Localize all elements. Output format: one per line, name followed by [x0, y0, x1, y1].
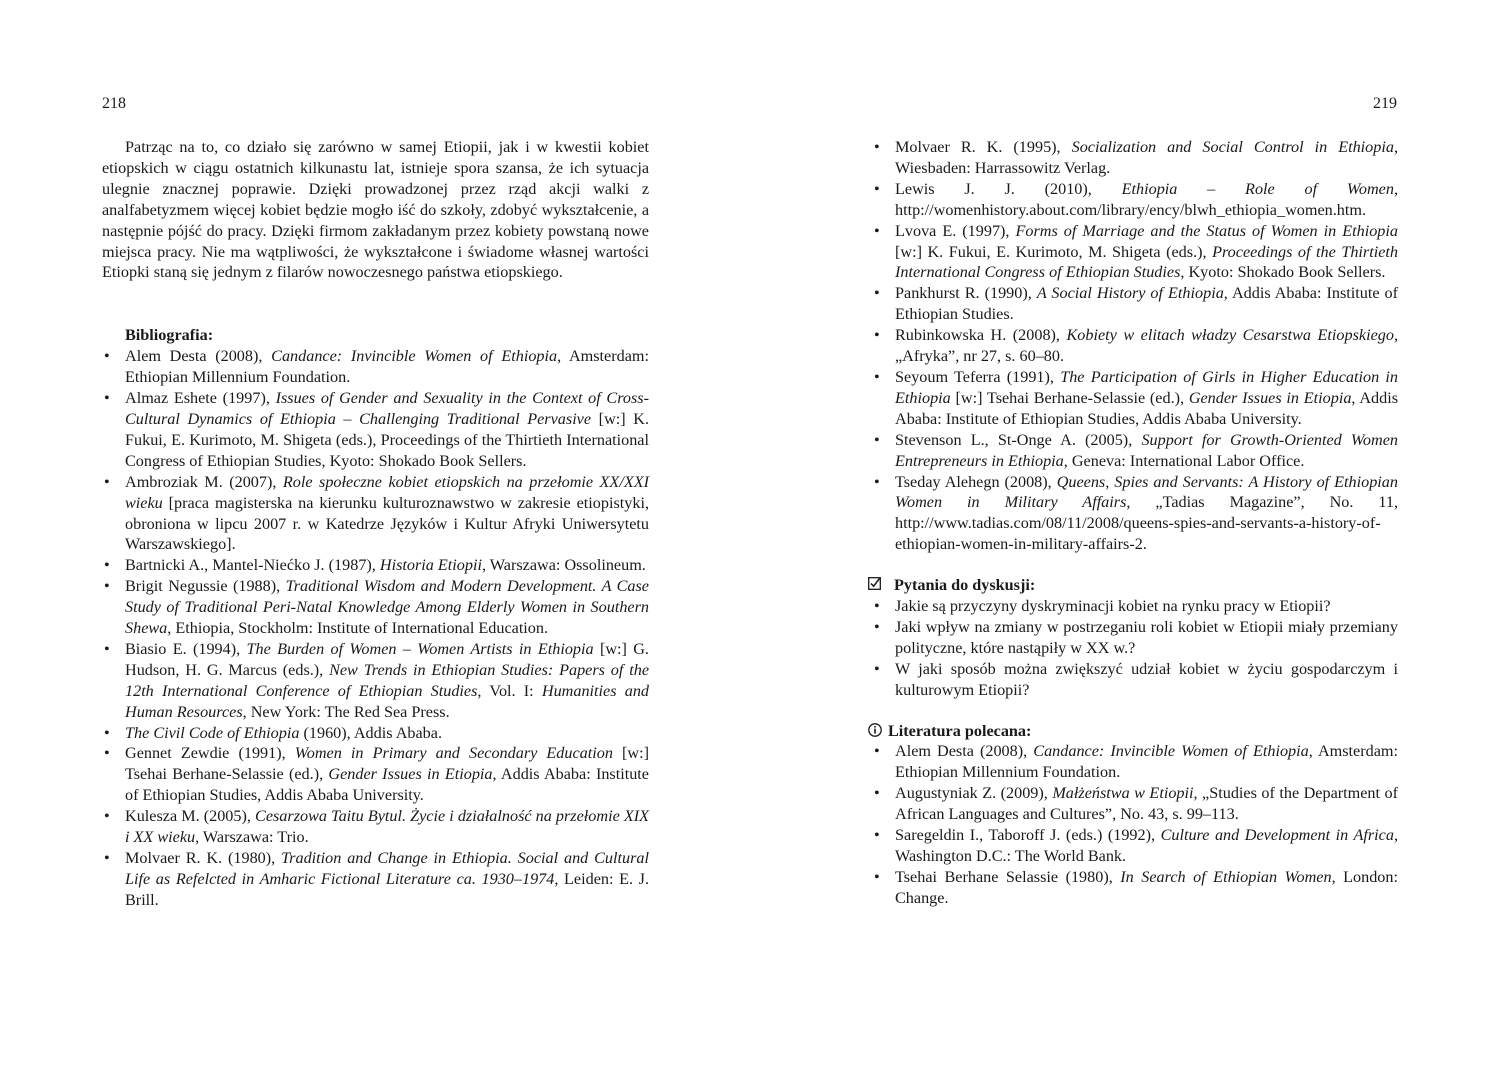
questions-list	[868, 596, 1398, 701]
entry-text: Jakie są przyczyny dyskryminacji kobiet na rynku pracy w Etiopii?	[895, 597, 1331, 616]
list-item	[868, 617, 1398, 659]
closing-paragraph: Patrząc na to, co działo się zarówno w samej Etiopii, jak i w kwestii kobiet etiopskich w ciągu ostatnich kilkunastu lat, istnieje spora szansa, że ich sytuacja ulegnie znacznej poprawie. Dzięki prowadzonej przez rząd akcji walki z analfabetyzmem więcej kobiet będzie mogło iść do szkoły, zdobyć wykształcenie, a następnie pójść do pracy. Dzięki firmom zakładanym przez kobiety powstaną nowe miejsca pracy. Nie ma wątpliwości, że wykształcone i świadome własnej wartości Etiopki staną się jednym z filarów nowoczesnego państwa etiopskiego.	[102, 138, 649, 282]
list-item	[102, 555, 649, 576]
entry-text: , Leiden: E. J. Brill.	[125, 869, 649, 909]
entry-text: Lvova E. (1997),	[895, 221, 1016, 240]
title-text: Culture and Development in Africa	[1160, 826, 1394, 845]
entry-text: , http://womenhistory.about.com/library/ency/blwh_ethiopia_women.htm.	[895, 179, 1398, 219]
entry-text: Molvaer R. K. (1995),	[895, 138, 1072, 156]
entry-text: , New York: The Red Sea Press.	[242, 702, 450, 721]
list-item	[102, 346, 649, 388]
title-text: Małżeństwa w Etiopii	[1052, 784, 1194, 803]
list-item	[102, 848, 649, 911]
bullet-icon: •	[874, 742, 880, 761]
list-item	[868, 741, 1398, 783]
questions-heading	[868, 575, 1398, 596]
list-item	[868, 430, 1398, 472]
title-text: Socialization and Social Control in Ethiopia	[1071, 138, 1394, 156]
bullet-icon: •	[874, 472, 880, 491]
entry-text: , Ethiopia, Stockholm: Institute of International Education.	[167, 619, 549, 638]
entry-text: , Amsterdam: Ethiopian Millennium Foundation.	[125, 347, 649, 387]
entry-text: Ambroziak M. (2007),	[125, 472, 283, 491]
list-item	[868, 659, 1398, 701]
entry-text: , „Studies of the Department of African Languages and Cultures”, No. 43, s. 99–113.	[895, 784, 1398, 824]
list-item	[868, 825, 1398, 867]
title-text: Gender Issues in Etiopia	[328, 765, 493, 784]
entry-text: W jaki sposób można zwiększyć udział kobiet w życiu gospodarczym i kulturowym Etiopii?	[895, 659, 1398, 699]
bibliography-list	[102, 346, 649, 910]
entry-text: Rubinkowska H. (2008),	[895, 326, 1067, 345]
bullet-icon: •	[874, 659, 880, 678]
title-text: In Search of Ethiopian Women	[1120, 867, 1332, 886]
title-text: Historia Etiopii	[379, 556, 482, 575]
bullet-icon: •	[104, 744, 110, 763]
list-item	[868, 325, 1398, 367]
title-text: Women in Primary and Secondary Education	[294, 744, 613, 763]
entry-text: [w:] G. Hudson, H. G. Marcus (eds.),	[125, 639, 649, 679]
list-item	[102, 639, 649, 723]
entry-text: , Vol. I:	[477, 681, 542, 700]
title-text: Traditional Wisdom and Modern Development. A Case Study of Traditional Peri-Natal Knowledge Among Elderly Women in Southern Shewa	[125, 577, 649, 638]
title-text: Humanities and Human Resources	[125, 681, 650, 721]
list-item	[868, 783, 1398, 825]
recommended-heading-text: Literatura polecana:	[888, 721, 1032, 740]
title-text: Candance: Invincible Women of Ethiopia	[1033, 742, 1309, 761]
title-text: The Burden of Women – Women Artists in Ethiopia	[246, 639, 594, 658]
title-text: The Civil Code of Ethiopia	[125, 723, 300, 742]
left-column	[102, 137, 649, 911]
checkbox-icon	[868, 575, 894, 596]
entry-text: [w:] Tsehai Berhane-Selassie (ed.),	[950, 388, 1189, 407]
entry-text: [w:] K. Fukui, E. Kurimoto, M. Shigeta (eds.),	[895, 242, 1213, 261]
entry-text: Biasio E. (1994),	[125, 639, 247, 658]
entry-text: , Addis Ababa: Institute of Ethiopian Studies.	[895, 284, 1399, 324]
entry-text: Pankhurst R. (1990),	[895, 284, 1037, 303]
entry-text: Alem Desta (2008),	[125, 347, 272, 366]
entry-text: , Warszawa: Trio.	[195, 828, 309, 847]
entry-text: Saregeldin I., Taboroff J. (eds.) (1992),	[895, 826, 1161, 845]
title-text: Queens, Spies and Servants: A History of Ethiopian Women in Military Affairs	[895, 472, 1398, 512]
bullet-icon: •	[874, 867, 880, 886]
entry-text: , „Afryka”, nr 27, s. 60–80.	[895, 326, 1398, 366]
title-text: Forms of Marriage and the Status of Women in Ethiopia	[1015, 221, 1398, 240]
entry-text: , Washington D.C.: The World Bank.	[895, 826, 1398, 865]
entry-text: Tsehai Berhane Selassie (1980),	[895, 867, 1121, 886]
entry-text: , Geneva: International Labor Office.	[1063, 451, 1305, 470]
entry-text: , London: Change.	[895, 867, 1398, 907]
entry-text: (1960), Addis Ababa.	[299, 723, 442, 742]
right-page	[750, 0, 1500, 1086]
entry-text: , Wiesbaden: Harrassowitz Verlag.	[895, 138, 1398, 177]
bullet-icon: •	[874, 326, 880, 345]
bullet-icon: •	[104, 849, 110, 867]
questions-heading-text: Pytania do dyskusji:	[894, 576, 1036, 595]
entry-text: , Addis Ababa: Institute of Ethiopian Studies, Addis Ababa University.	[125, 765, 649, 805]
bullet-icon: •	[874, 784, 880, 803]
list-item	[868, 367, 1398, 430]
info-icon	[868, 721, 888, 742]
title-text: Issues of Gender and Sexuality in the Context of Cross-Cultural Dynamics of Ethiopia – Challenging Traditional Pervasive	[125, 389, 650, 428]
title-text: The Participation of Girls in Higher Education in Ethiopia	[895, 367, 1399, 407]
list-item	[868, 137, 1398, 179]
recommended-list	[868, 741, 1398, 908]
entry-text: Gennet Zewdie (1991),	[125, 744, 295, 763]
page-number-left: 218	[102, 95, 126, 112]
bullet-icon: •	[874, 284, 880, 303]
entry-text: , „Tadias Magazine”, No. 11, http://www.tadias.com/08/11/2008/queens-spies-and-servants-a-history-of-ethiopian-women-in-military-affairs-2.	[895, 493, 1399, 554]
bullet-icon: •	[874, 221, 880, 240]
bullet-icon: •	[104, 556, 110, 575]
list-item	[102, 743, 649, 806]
title-text: Candance: Invincible Women of Ethiopia	[271, 347, 558, 366]
list-item	[102, 388, 649, 472]
title-text: Gender Issues in Etiopia	[1188, 388, 1352, 407]
entry-text: Lewis J. J. (2010),	[895, 179, 1122, 198]
bullet-icon: •	[874, 367, 880, 386]
list-item	[102, 472, 649, 556]
entry-text: , Amsterdam: Ethiopian Millennium Foundation.	[895, 742, 1398, 782]
recommended-heading	[868, 721, 1398, 742]
entry-text: , Kyoto: Shokado Book Sellers.	[1180, 263, 1386, 282]
bullet-icon: •	[104, 472, 110, 491]
list-item	[868, 283, 1398, 325]
list-item	[868, 472, 1398, 556]
page-number-right: 219	[1373, 95, 1397, 112]
bullet-icon: •	[874, 826, 880, 845]
bullet-icon: •	[104, 347, 110, 366]
bullet-icon: •	[874, 138, 880, 156]
list-item	[868, 867, 1398, 909]
right-column	[868, 137, 1398, 909]
entry-text: Tseday Alehegn (2008),	[895, 472, 1057, 491]
title-text: Kobiety w elitach władzy Cesarstwa Etiopskiego	[1066, 326, 1394, 345]
bibliography-heading: Bibliografia:	[125, 326, 214, 345]
bullet-icon: •	[104, 807, 110, 826]
list-item	[868, 221, 1398, 284]
entry-text: Bartnicki A., Mantel-Niećko J. (1987),	[125, 556, 380, 575]
title-text: Role społeczne kobiet etiopskich na przełomie XX/XXI wieku	[125, 472, 649, 512]
entry-text: Brigit Negussie (1988),	[125, 577, 286, 596]
list-item	[102, 723, 649, 744]
list-item	[868, 596, 1398, 617]
title-text: New Trends in Ethiopian Studies: Papers of the 12th International Conference of Ethiopian Studies	[125, 660, 650, 700]
entry-text: Alem Desta (2008),	[895, 742, 1034, 761]
bullet-icon: •	[874, 597, 880, 616]
bibliography-list-continued	[868, 137, 1398, 555]
bullet-icon: •	[874, 179, 880, 198]
entry-text: Kulesza M. (2005),	[125, 807, 256, 826]
entry-text: Almaz Eshete (1997),	[125, 389, 276, 408]
list-item	[868, 179, 1398, 221]
entry-text: , Warszawa: Ossolineum.	[482, 556, 646, 575]
entry-text: [w:] K. Fukui, E. Kurimoto, M. Shigeta (eds.), Proceedings of the Thirtieth International Congress of Ethiopian Studies, Kyoto: Shokado Book Sellers.	[125, 409, 649, 470]
title-text: Proceedings of the Thirtieth International Congress of Ethiopian Studies	[895, 242, 1398, 282]
bullet-icon: •	[104, 723, 110, 742]
entry-text: [praca magisterska na kierunku kulturoznawstwo w zakresie etiopistyki, obroniona w lipcu 2007 r. w Katedrze Języków i Kultur Afryki Uniwersytetu Warszawskiego].	[125, 493, 649, 554]
title-text: Cesarzowa Taitu Bytul. Życie i działalność na przełomie XIX i XX wieku	[125, 807, 649, 847]
title-text: Tradition and Change in Ethiopia. Social and Cultural Life as Refelcted in Amharic Fictional Literature ca. 1930–1974	[125, 849, 649, 888]
entry-text: Augustyniak Z. (2009),	[895, 784, 1053, 803]
title-text: A Social History of Ethiopia	[1036, 284, 1224, 303]
bullet-icon: •	[874, 430, 880, 449]
bullet-icon: •	[104, 639, 110, 658]
title-text: Support for Growth-Oriented Women Entrepreneurs in Ethiopia	[895, 430, 1398, 470]
entry-text: , Addis Ababa: Institute of Ethiopian Studies, Addis Ababa University.	[895, 388, 1398, 428]
entry-text: [w:] Tsehai Berhane-Selassie (ed.),	[125, 744, 649, 784]
bullet-icon: •	[874, 617, 880, 636]
entry-text: Stevenson L., St-Onge A. (2005),	[895, 430, 1142, 449]
bullet-icon: •	[104, 389, 110, 408]
list-item	[102, 576, 649, 639]
bullet-icon: •	[104, 577, 110, 596]
list-item	[102, 806, 649, 848]
entry-text: Seyoum Teferra (1991),	[895, 367, 1061, 386]
entry-text: Molvaer R. K. (1980),	[125, 849, 282, 867]
entry-text: Jaki wpływ na zmiany w postrzeganiu roli kobiet w Etiopii miały przemiany polityczne, które nastąpiły w XX w.?	[895, 617, 1398, 657]
title-text: Ethiopia – Role of Women	[1121, 179, 1394, 198]
